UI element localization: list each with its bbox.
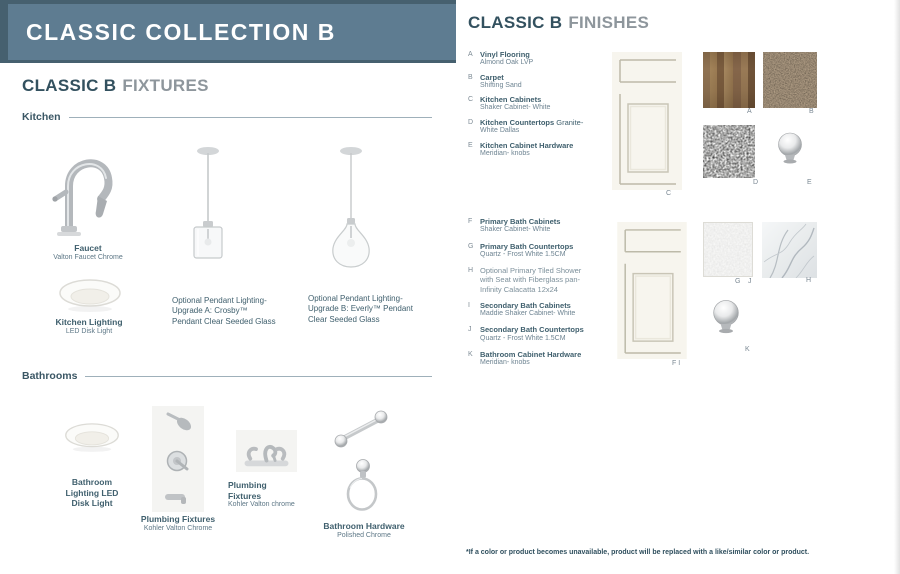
swatch-label-h: H: [806, 277, 812, 284]
bathroom-lighting-caption: [60, 477, 124, 509]
bath-knob-swatch: [711, 299, 741, 334]
kitchen-disk-light-image: [58, 276, 122, 314]
swatch-label-fi: F I: [672, 360, 681, 367]
finish-sub-i: Maddie Shaker Cabinet- White: [480, 309, 576, 317]
finish-item-b: [468, 73, 592, 91]
kitchen-knob-swatch: [776, 132, 804, 164]
kitchen-cabinet-swatch: [612, 52, 682, 190]
finishes-list-group2: [468, 217, 592, 375]
granite-countertop-swatch: [703, 125, 755, 178]
pendant-b-image: [327, 144, 375, 272]
fixtures-heading: [22, 76, 209, 96]
finish-item-f: [468, 217, 592, 235]
swatch-label-a: A: [747, 108, 752, 115]
finish-title-j: Secondary Bath Countertops: [480, 325, 584, 335]
kitchen-lighting-caption: [30, 317, 148, 336]
swatch-label-c: C: [666, 190, 672, 197]
towel-bar-image: [330, 408, 392, 450]
finish-item-i: [468, 301, 592, 319]
finish-item-c: [468, 95, 592, 113]
finish-title-d: Kitchen Countertops: [480, 118, 555, 128]
kitchen-section-label: Kitchen: [22, 111, 61, 123]
shower-plumbing-desc: Kohler Valton Chrome: [143, 524, 213, 532]
swatch-label-j: J: [748, 278, 752, 285]
finish-letter-g: G: [468, 242, 474, 250]
kitchen-faucet-image: [50, 142, 126, 242]
swatch-label-g: G: [735, 278, 741, 285]
finish-letter-c: C: [468, 96, 474, 104]
towel-ring-image: [344, 458, 382, 514]
finish-title-g: Primary Bath Countertops: [480, 241, 574, 251]
finishes-heading: [468, 13, 649, 33]
kitchen-section-header: [22, 111, 432, 123]
finish-item-g: [468, 242, 592, 260]
bathroom-lighting-name: Bathroom Lighting LED Disk Light: [65, 477, 119, 509]
finish-item-e: [468, 141, 592, 159]
finish-sub-d: White Dallas: [480, 127, 520, 135]
kitchen-faucet-desc: Valton Faucet Chrome: [53, 253, 123, 261]
finish-title-b: Carpet: [480, 72, 504, 82]
finish-title-k: Bathroom Cabinet Hardware: [480, 350, 582, 360]
swatch-label-b: B: [809, 108, 814, 115]
finish-item-a: [468, 50, 592, 68]
shower-plumbing-caption: [129, 514, 227, 533]
finish-title-e: Kitchen Cabinet Hardware: [480, 140, 574, 150]
finish-sub-b: Shifting Sand: [480, 81, 522, 89]
bathroom-hardware-desc: Polished Chrome: [337, 531, 391, 539]
kitchen-faucet-name: Faucet: [74, 243, 102, 253]
finish-sub-c: Shaker Cabinet- White: [480, 104, 551, 112]
sink-plumbing-caption: [228, 480, 312, 510]
finish-sub-g: Quartz - Frost White 1.5CM: [480, 250, 566, 258]
finish-sub-a: Almond Oak LVP: [480, 59, 534, 67]
bathrooms-section-label: Bathrooms: [22, 370, 78, 382]
page-title: CLASSIC COLLECTION B: [26, 18, 336, 45]
collection-banner: [0, 0, 456, 63]
bathrooms-section-header: [22, 370, 432, 382]
bathroom-hardware-name: Bathroom Hardware: [323, 521, 405, 531]
finish-sub-f: Shaker Cabinet- White: [480, 226, 551, 234]
finish-sub-h: Optional Primary Tiled Shower with Seat with Fiberglass pan- Infinity Calacatta 12x24: [480, 266, 582, 294]
kitchen-lighting-name: Kitchen Lighting: [55, 317, 123, 327]
finish-title-i: Secondary Bath Cabinets: [480, 300, 571, 310]
finish-sub-e: Meridian- knobs: [480, 149, 530, 157]
calacatta-tile-swatch: [762, 222, 817, 278]
shower-fixtures-graphic: [152, 406, 204, 512]
finishes-list-group1: [468, 50, 592, 163]
fixtures-heading-secondary: FIXTURES: [122, 76, 209, 95]
sink-fixtures-image: [236, 430, 297, 472]
finishes-heading-secondary: FINISHES: [568, 13, 650, 32]
kitchen-lighting-desc: LED Disk Light: [65, 327, 113, 335]
availability-footnote: *If a color or product becomes unavailable, product will be replaced with a like/similar color or product.: [466, 549, 810, 556]
finish-item-d: [468, 118, 592, 136]
finish-letter-d: D: [468, 119, 474, 127]
page-edge: [894, 0, 900, 574]
finish-letter-h: H: [468, 267, 474, 275]
swatch-label-d: D: [753, 179, 759, 186]
finish-letter-k: K: [468, 351, 473, 359]
finish-letter-j: J: [468, 326, 472, 334]
bathroom-hardware-caption: [316, 521, 412, 540]
quartz-countertop-swatch: [703, 222, 753, 277]
finish-letter-f: F: [468, 218, 473, 225]
finish-title-suffix-d: Granite-: [554, 118, 584, 128]
finishes-heading-primary: CLASSIC B: [468, 13, 563, 32]
pendant-b-caption: Optional Pendant Lighting- Upgrade B: Everly™ Pendant Clear Seeded Glass: [308, 294, 413, 324]
pendant-a-caption: Optional Pendant Lighting- Upgrade A: Crosby™ Pendant Clear Seeded Glass: [172, 296, 276, 326]
finish-letter-i: I: [468, 301, 470, 309]
shower-fixtures-image: [152, 406, 204, 512]
finish-sub-k: Meridian- knobs: [480, 359, 530, 367]
finish-title-a: Vinyl Flooring: [480, 50, 530, 59]
vinyl-flooring-swatch: [703, 52, 755, 108]
sink-fixtures-graphic: [236, 430, 297, 472]
finish-letter-e: E: [468, 141, 473, 149]
carpet-swatch: [763, 52, 817, 108]
bathroom-disk-light-image: [64, 420, 120, 454]
finish-letter-a: A: [468, 51, 473, 58]
sink-plumbing-name: Plumbing Fixtures: [228, 480, 267, 501]
collection-banner-inner: [8, 4, 456, 60]
finish-letter-b: B: [468, 73, 473, 81]
finish-item-k: [468, 350, 592, 368]
finish-item-h: [468, 266, 592, 293]
swatch-label-k: K: [745, 346, 750, 353]
kitchen-faucet-caption: [28, 243, 148, 262]
finish-title-f: Primary Bath Cabinets: [480, 217, 561, 226]
kitchen-section-rule: [69, 117, 432, 118]
finish-sub-j: Quartz - Frost White 1.5CM: [480, 334, 566, 342]
pendant-a-image: [186, 144, 230, 260]
bathrooms-section-rule: [85, 376, 432, 377]
finish-title-c: Kitchen Cabinets: [480, 95, 542, 105]
shower-plumbing-name: Plumbing Fixtures: [140, 514, 216, 524]
finish-item-j: [468, 325, 592, 343]
bath-cabinet-swatch: [617, 222, 687, 359]
swatch-label-e: E: [807, 179, 812, 186]
sink-plumbing-desc: Kohler Valton chrome: [228, 501, 295, 509]
fixtures-heading-primary: CLASSIC B: [22, 76, 117, 95]
